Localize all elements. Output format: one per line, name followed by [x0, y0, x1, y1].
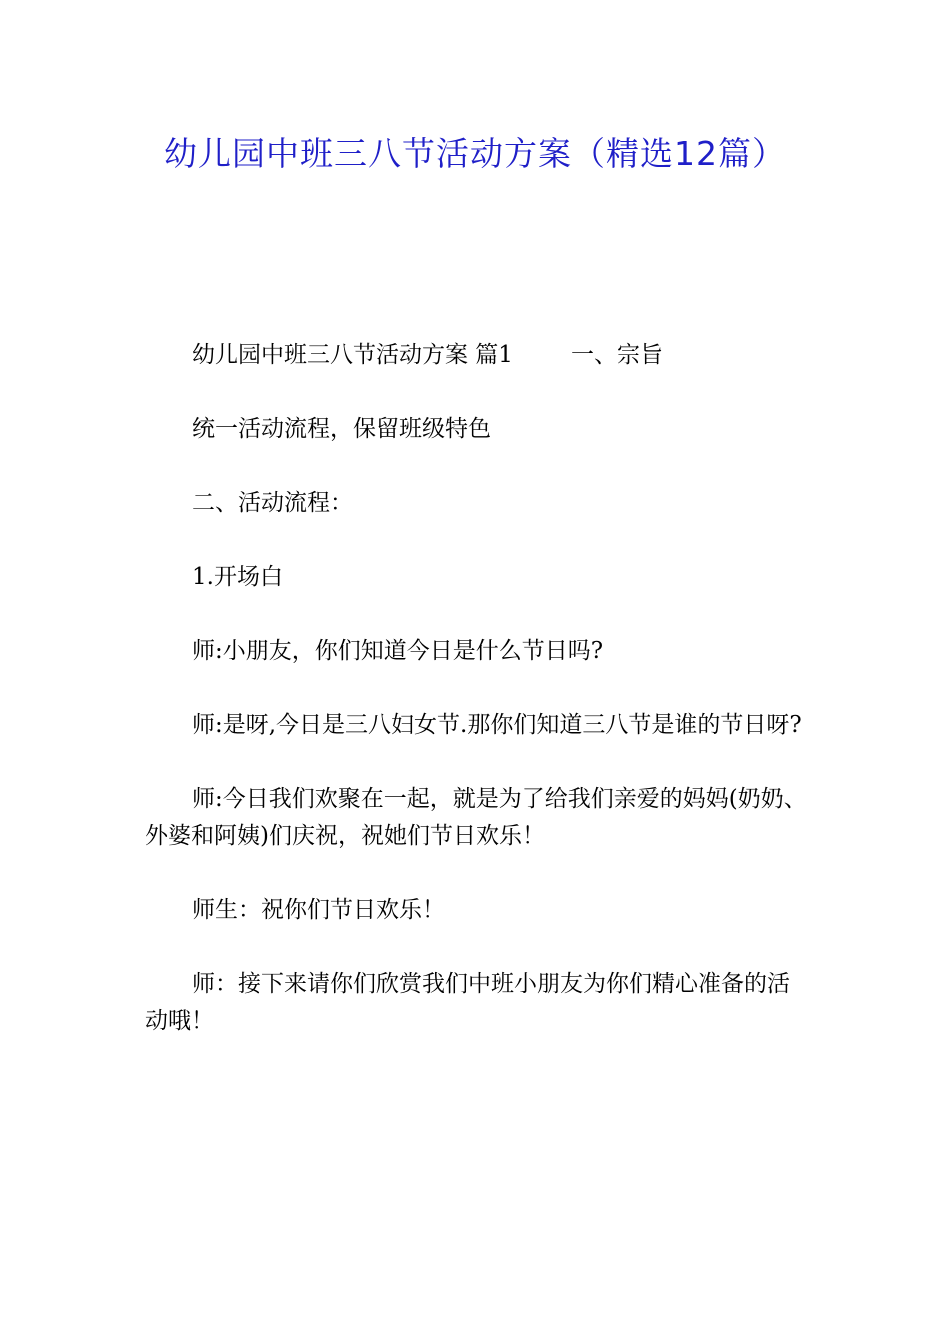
paragraph: 师:今日我们欢聚在一起，就是为了给我们亲爱的妈妈(奶奶、外婆和阿姨)们庆祝，祝她们节日欢乐！	[145, 786, 807, 849]
document-title: 幼儿园中班三八节活动方案（精选12篇）	[164, 134, 786, 173]
paragraph: 师:小朋友，你们知道今日是什么节日吗?	[192, 638, 604, 664]
paragraph: 师生：祝你们节日欢乐！	[192, 897, 445, 923]
paragraph: 二、活动流程：	[192, 490, 353, 516]
paragraph: 统一活动流程，保留班级特色	[192, 416, 491, 442]
paragraph: 师：接下来请你们欣赏我们中班小朋友为你们精心准备的活动哦！	[145, 971, 790, 1034]
paragraph: 1.开场白	[192, 564, 283, 590]
article-heading: 幼儿园中班三八节活动方案 篇1	[192, 342, 513, 368]
document-body	[145, 337, 809, 1077]
paragraph-heading-line	[145, 337, 809, 374]
section-heading: 一、宗旨	[570, 342, 663, 368]
paragraph: 师:是呀,今日是三八妇女节.那你们知道三八节是谁的节日呀?	[192, 712, 802, 738]
